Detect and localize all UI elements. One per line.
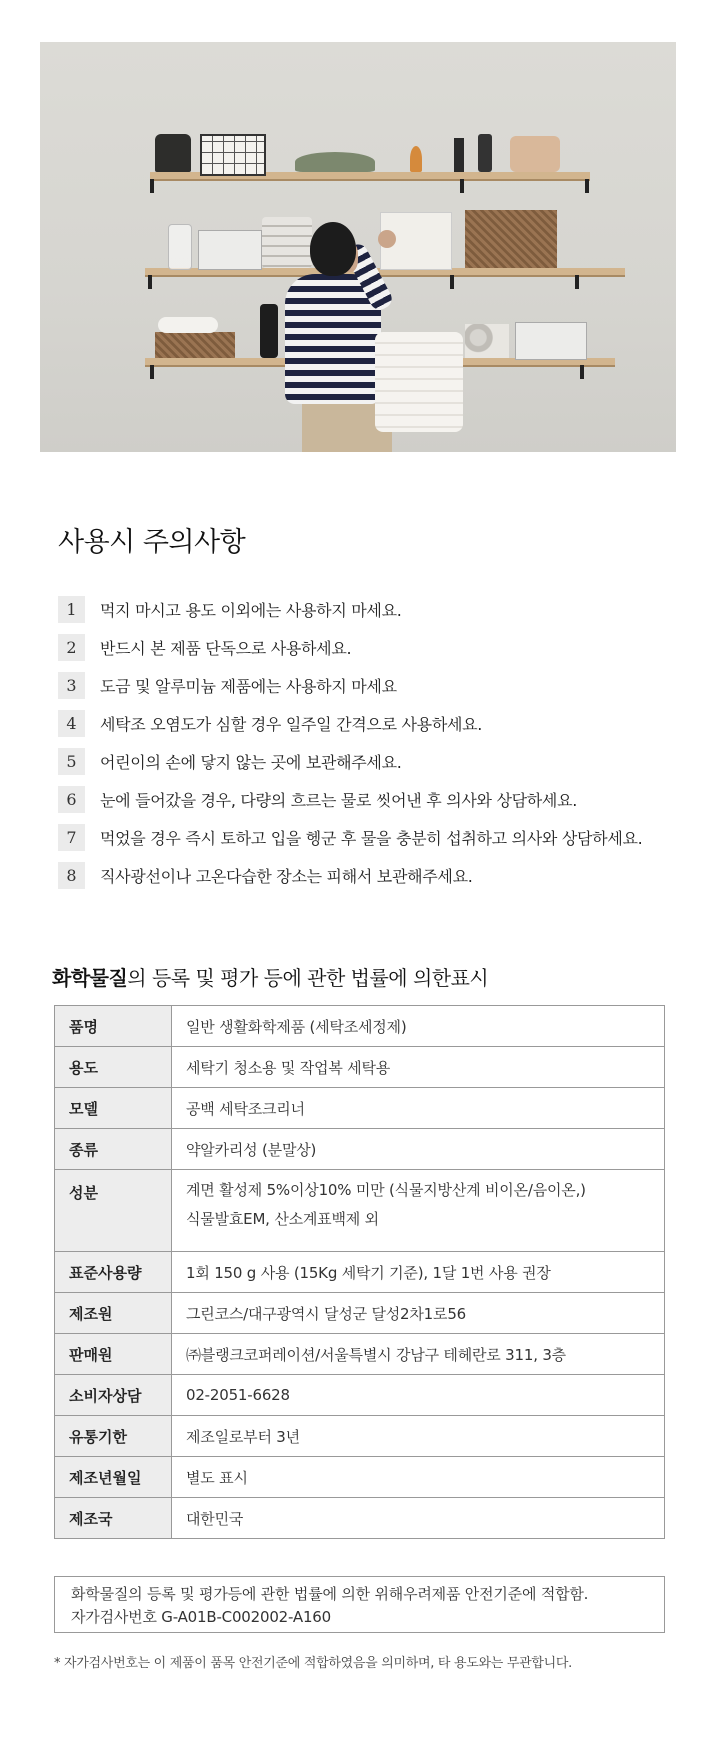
item-number: 7 [58,824,85,851]
dark-canister [155,134,191,172]
bracket [150,365,154,379]
item-number: 2 [58,634,85,661]
legal-title [52,962,488,991]
item-text: 눈에 들어갔을 경우, 다량의 흐르는 물로 씻어낸 후 의사와 상담하세요. [100,790,578,810]
table-row [55,1252,665,1293]
person-hand [378,230,396,248]
rolled-towel [158,317,218,333]
item-text: 먹었을 경우 즉시 토하고 입을 헹군 후 물을 충분히 섭취하고 의사와 상담하세요. [100,828,643,848]
spray-bottle [478,134,492,172]
row-key: 소비자상담 [55,1375,172,1416]
black-bottle [260,304,278,358]
item-text: 직사광선이나 고온다습한 장소는 피해서 보관해주세요. [100,866,473,886]
item-text: 어린이의 손에 닿지 않는 곳에 보관해주세요. [100,752,402,772]
rattan-tray [155,332,235,358]
row-key: 유통기한 [55,1416,172,1457]
item-number: 4 [58,710,85,737]
safety-notice-box [54,1576,665,1633]
row-key: 판매원 [55,1334,172,1375]
row-value: ㈜블랭크코퍼레이션/서울특별시 강남구 테헤란로 311, 3층 [172,1334,665,1375]
notice-line2: 자가검사번호 G-A01B-C002002-A160 [71,1608,331,1626]
plant-sprig [295,152,375,172]
row-value [172,1170,665,1252]
item-number: 3 [58,672,85,699]
storage-box [198,230,262,270]
leather-pouch [510,136,560,172]
row-value: 제조일로부터 3년 [172,1416,665,1457]
bracket [460,179,464,193]
item-number: 6 [58,786,85,813]
orange-cone [410,146,422,172]
list-item [58,628,698,666]
item-text: 도금 및 알루미늄 제품에는 사용하지 마세요 [100,676,397,696]
footnote: * 자가검사번호는 이 제품이 품목 안전기준에 적합하였음을 의미하며, 타 용도와는 무관합니다. [54,1656,572,1671]
glass-bottle [168,224,192,270]
person-head [310,222,356,276]
list-item [58,666,698,704]
towel-stack [375,332,463,432]
row-value: 세탁기 청소용 및 작업복 세탁용 [172,1047,665,1088]
list-item [58,856,698,894]
row-value: 대한민국 [172,1498,665,1539]
hero-photo [40,42,676,452]
row-key: 모델 [55,1088,172,1129]
row-value-line2: 식물발효EM, 산소계표백제 외 [186,1210,379,1228]
item-number: 5 [58,748,85,775]
table-row [55,1006,665,1047]
legal-title-bold: 화학물질 [52,966,128,990]
list-item [58,818,698,856]
list-item [58,590,698,628]
table-row [55,1457,665,1498]
row-value: 별도 표시 [172,1457,665,1498]
table-row [55,1334,665,1375]
item-text: 세탁조 오염도가 심할 경우 일주일 간격으로 사용하세요. [100,714,483,734]
legal-title-rest: 의 등록 및 평가 등에 관한 법률에 의한표시 [127,966,489,990]
table-row [55,1170,665,1252]
row-key: 종류 [55,1129,172,1170]
table-row [55,1498,665,1539]
bracket [585,179,589,193]
row-key: 품명 [55,1006,172,1047]
row-key: 제조국 [55,1498,172,1539]
row-value: 그린코스/대구광역시 달성군 달성2차1로56 [172,1293,665,1334]
row-key: 용도 [55,1047,172,1088]
item-number: 8 [58,862,85,889]
table-row [55,1293,665,1334]
table-row [55,1129,665,1170]
bracket [450,275,454,289]
item-number: 1 [58,596,85,623]
row-value: 약알카리성 (분말상) [172,1129,665,1170]
product-info-table [54,1005,665,1539]
spray-bottle [454,138,464,172]
wire-basket [200,134,266,176]
folded-towels [262,217,312,268]
list-item [58,704,698,742]
row-value: 공백 세탁조크리너 [172,1088,665,1129]
bracket [150,179,154,193]
item-text: 먹지 마시고 용도 이외에는 사용하지 마세요. [100,600,402,620]
table-row [55,1375,665,1416]
row-key: 제조원 [55,1293,172,1334]
row-key: 성분 [55,1170,172,1252]
list-item [58,780,698,818]
row-key: 제조년월일 [55,1457,172,1498]
row-value: 1회 150 g 사용 (15Kg 세탁기 기준), 1달 1번 사용 권장 [172,1252,665,1293]
row-value: 02-2051-6628 [172,1375,665,1416]
row-value-line1: 계면 활성제 5%이상10% 미만 (식물지방산계 비이온/음이온,) [186,1181,586,1199]
wire-bin [515,322,587,360]
table-row [55,1047,665,1088]
rattan-basket [465,210,557,268]
notice-line1: 화학물질의 등록 및 평가등에 관한 법률에 의한 위해우려제품 안전기준에 적합함. [71,1585,589,1603]
rolled-towels [465,324,509,358]
bracket [580,365,584,379]
bracket [575,275,579,289]
row-value: 일반 생활화학제품 (세탁조세정제) [172,1006,665,1047]
row-key: 표준사용량 [55,1252,172,1293]
caution-title: 사용시 주의사항 [58,527,246,558]
list-item [58,742,698,780]
bracket [148,275,152,289]
table-row [55,1088,665,1129]
table-row [55,1416,665,1457]
item-text: 반드시 본 제품 단독으로 사용하세요. [100,638,352,658]
caution-list [58,590,698,894]
